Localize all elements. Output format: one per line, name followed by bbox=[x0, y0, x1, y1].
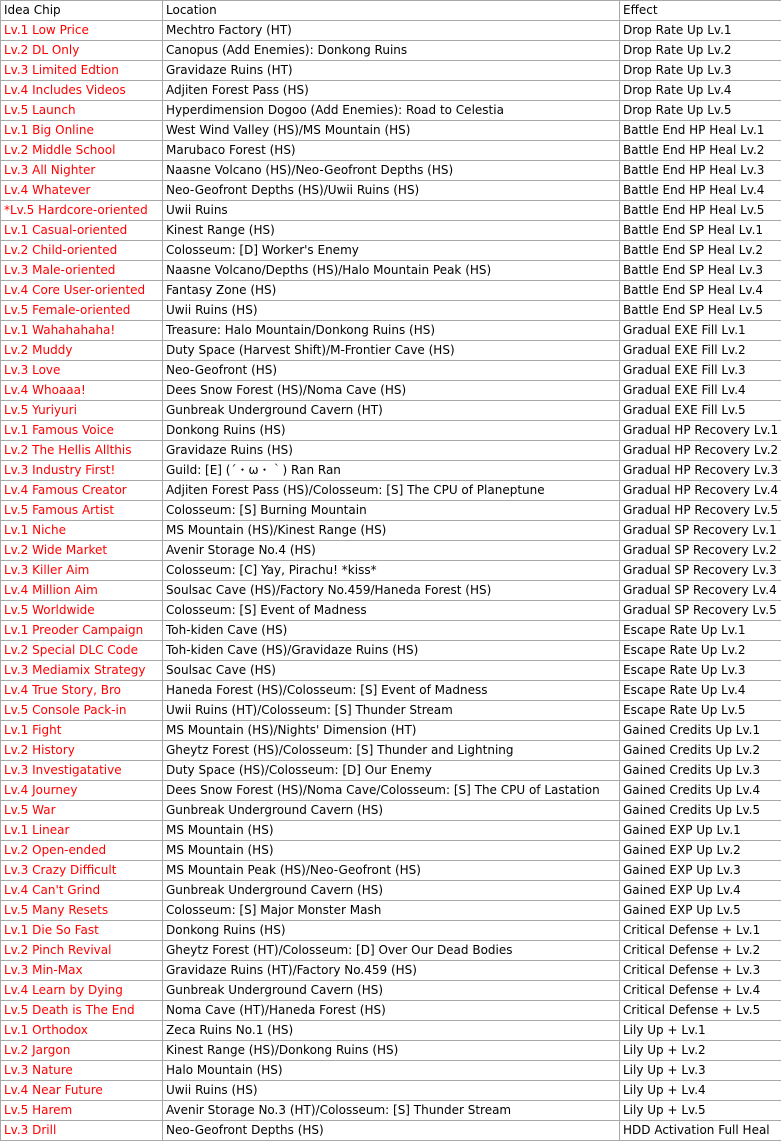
effect-cell: Battle End SP Heal Lv.5 bbox=[620, 301, 781, 321]
table-row bbox=[1, 481, 781, 501]
effect-cell: Gradual SP Recovery Lv.2 bbox=[620, 541, 781, 561]
idea-chip-cell: Lv.4 True Story, Bro bbox=[1, 681, 163, 701]
table-row bbox=[1, 1021, 781, 1041]
effect-cell: Gradual HP Recovery Lv.5 bbox=[620, 501, 781, 521]
effect-cell: Gained EXP Up Lv.5 bbox=[620, 901, 781, 921]
effect-cell: Gradual SP Recovery Lv.5 bbox=[620, 601, 781, 621]
idea-chip-cell: Lv.2 Middle School bbox=[1, 141, 163, 161]
table-row bbox=[1, 861, 781, 881]
idea-chip-cell: Lv.4 Learn by Dying bbox=[1, 981, 163, 1001]
location-cell: MS Mountain (HS) bbox=[163, 821, 620, 841]
location-cell: Colosseum: [D] Worker's Enemy bbox=[163, 241, 620, 261]
effect-cell: Battle End SP Heal Lv.4 bbox=[620, 281, 781, 301]
idea-chip-cell: Lv.1 Casual-oriented bbox=[1, 221, 163, 241]
idea-chip-cell: Lv.2 The Hellis Allthis bbox=[1, 441, 163, 461]
location-cell: Soulsac Cave (HS) bbox=[163, 661, 620, 681]
table-row bbox=[1, 241, 781, 261]
effect-cell: Gradual SP Recovery Lv.1 bbox=[620, 521, 781, 541]
idea-chip-cell: Lv.1 Linear bbox=[1, 821, 163, 841]
table-row bbox=[1, 1041, 781, 1061]
effect-cell: Gradual EXE Fill Lv.2 bbox=[620, 341, 781, 361]
location-cell: Uwii Ruins bbox=[163, 201, 620, 221]
location-cell: Hyperdimension Dogoo (Add Enemies): Road to Celestia bbox=[163, 101, 620, 121]
table-row bbox=[1, 221, 781, 241]
location-cell: Zeca Ruins No.1 (HS) bbox=[163, 1021, 620, 1041]
table-row bbox=[1, 721, 781, 741]
location-cell: Uwii Ruins (HS) bbox=[163, 1081, 620, 1101]
effect-cell: Battle End HP Heal Lv.3 bbox=[620, 161, 781, 181]
table-row bbox=[1, 141, 781, 161]
idea-chip-cell: Lv.3 Crazy Difficult bbox=[1, 861, 163, 881]
table-row bbox=[1, 921, 781, 941]
location-cell: Gravidaze Ruins (HS) bbox=[163, 441, 620, 461]
table-row bbox=[1, 281, 781, 301]
idea-chip-cell: Lv.1 Die So Fast bbox=[1, 921, 163, 941]
effect-cell: Gradual EXE Fill Lv.1 bbox=[620, 321, 781, 341]
location-cell: Haneda Forest (HS)/Colosseum: [S] Event of Madness bbox=[163, 681, 620, 701]
idea-chip-cell: Lv.3 Nature bbox=[1, 1061, 163, 1081]
effect-cell: Escape Rate Up Lv.4 bbox=[620, 681, 781, 701]
table-row bbox=[1, 201, 781, 221]
idea-chip-cell: Lv.2 DL Only bbox=[1, 41, 163, 61]
location-cell: Naasne Volcano (HS)/Neo-Geofront Depths (HS) bbox=[163, 161, 620, 181]
effect-cell: Critical Defense + Lv.4 bbox=[620, 981, 781, 1001]
location-cell: Avenir Storage No.3 (HT)/Colosseum: [S] Thunder Stream bbox=[163, 1101, 620, 1121]
table-row bbox=[1, 41, 781, 61]
idea-chip-cell: Lv.4 Famous Creator bbox=[1, 481, 163, 501]
table-row bbox=[1, 521, 781, 541]
location-cell: Kinest Range (HS)/Donkong Ruins (HS) bbox=[163, 1041, 620, 1061]
location-cell: MS Mountain Peak (HS)/Neo-Geofront (HS) bbox=[163, 861, 620, 881]
idea-chip-cell: Lv.3 Male-oriented bbox=[1, 261, 163, 281]
location-cell: Uwii Ruins (HT)/Colosseum: [S] Thunder Stream bbox=[163, 701, 620, 721]
table-row bbox=[1, 101, 781, 121]
table-row bbox=[1, 641, 781, 661]
effect-cell: HDD Activation Full Heal bbox=[620, 1121, 781, 1141]
effect-cell: Gradual HP Recovery Lv.4 bbox=[620, 481, 781, 501]
idea-chip-cell: Lv.3 Love bbox=[1, 361, 163, 381]
effect-cell: Critical Defense + Lv.2 bbox=[620, 941, 781, 961]
effect-cell: Critical Defense + Lv.1 bbox=[620, 921, 781, 941]
location-cell: Gunbreak Underground Cavern (HS) bbox=[163, 801, 620, 821]
idea-chip-cell: Lv.1 Niche bbox=[1, 521, 163, 541]
effect-cell: Gained EXP Up Lv.4 bbox=[620, 881, 781, 901]
table-body bbox=[1, 21, 781, 1141]
location-cell: Fantasy Zone (HS) bbox=[163, 281, 620, 301]
table-row bbox=[1, 601, 781, 621]
location-cell: MS Mountain (HS) bbox=[163, 841, 620, 861]
location-cell: Marubaco Forest (HS) bbox=[163, 141, 620, 161]
table-row bbox=[1, 21, 781, 41]
idea-chip-cell: Lv.1 Fight bbox=[1, 721, 163, 741]
effect-cell: Lily Up + Lv.3 bbox=[620, 1061, 781, 1081]
table-row bbox=[1, 961, 781, 981]
table-row bbox=[1, 361, 781, 381]
table-row bbox=[1, 561, 781, 581]
location-cell: Donkong Ruins (HS) bbox=[163, 421, 620, 441]
idea-chip-cell: Lv.3 All Nighter bbox=[1, 161, 163, 181]
idea-chip-cell: *Lv.5 Hardcore-oriented bbox=[1, 201, 163, 221]
effect-cell: Lily Up + Lv.2 bbox=[620, 1041, 781, 1061]
table-row bbox=[1, 1081, 781, 1101]
effect-cell: Escape Rate Up Lv.2 bbox=[620, 641, 781, 661]
location-cell: Toh-kiden Cave (HS)/Gravidaze Ruins (HS) bbox=[163, 641, 620, 661]
idea-chip-cell: Lv.5 Yuriyuri bbox=[1, 401, 163, 421]
table-row bbox=[1, 941, 781, 961]
table-row bbox=[1, 981, 781, 1001]
idea-chip-cell: Lv.5 Famous Artist bbox=[1, 501, 163, 521]
table-row bbox=[1, 501, 781, 521]
effect-cell: Battle End HP Heal Lv.5 bbox=[620, 201, 781, 221]
idea-chip-cell: Lv.5 War bbox=[1, 801, 163, 821]
effect-cell: Gradual HP Recovery Lv.3 bbox=[620, 461, 781, 481]
effect-cell: Escape Rate Up Lv.3 bbox=[620, 661, 781, 681]
idea-chip-cell: Lv.1 Low Price bbox=[1, 21, 163, 41]
idea-chip-cell: Lv.3 Min-Max bbox=[1, 961, 163, 981]
location-cell: Adjiten Forest Pass (HS) bbox=[163, 81, 620, 101]
table-row bbox=[1, 1121, 781, 1141]
location-cell: Dees Snow Forest (HS)/Noma Cave (HS) bbox=[163, 381, 620, 401]
idea-chip-cell: Lv.1 Famous Voice bbox=[1, 421, 163, 441]
effect-cell: Drop Rate Up Lv.3 bbox=[620, 61, 781, 81]
table-row bbox=[1, 1101, 781, 1121]
idea-chip-cell: Lv.1 Preoder Campaign bbox=[1, 621, 163, 641]
table-row bbox=[1, 181, 781, 201]
location-cell: Neo-Geofront (HS) bbox=[163, 361, 620, 381]
location-cell: Colosseum: [S] Major Monster Mash bbox=[163, 901, 620, 921]
effect-cell: Escape Rate Up Lv.1 bbox=[620, 621, 781, 641]
effect-cell: Gained Credits Up Lv.2 bbox=[620, 741, 781, 761]
effect-cell: Gained EXP Up Lv.3 bbox=[620, 861, 781, 881]
table-row bbox=[1, 441, 781, 461]
table-row bbox=[1, 1061, 781, 1081]
idea-chip-cell: Lv.5 Console Pack-in bbox=[1, 701, 163, 721]
table-row bbox=[1, 461, 781, 481]
location-cell: Colosseum: [S] Event of Madness bbox=[163, 601, 620, 621]
idea-chip-cell: Lv.3 Killer Aim bbox=[1, 561, 163, 581]
table-row bbox=[1, 881, 781, 901]
location-cell: Canopus (Add Enemies): Donkong Ruins bbox=[163, 41, 620, 61]
idea-chip-cell: Lv.4 Core User-oriented bbox=[1, 281, 163, 301]
idea-chip-cell: Lv.2 Special DLC Code bbox=[1, 641, 163, 661]
effect-cell: Gained Credits Up Lv.4 bbox=[620, 781, 781, 801]
idea-chip-cell: Lv.3 Mediamix Strategy bbox=[1, 661, 163, 681]
idea-chip-cell: Lv.5 Launch bbox=[1, 101, 163, 121]
table-row bbox=[1, 841, 781, 861]
effect-cell: Gained Credits Up Lv.5 bbox=[620, 801, 781, 821]
table-row bbox=[1, 541, 781, 561]
table-row bbox=[1, 401, 781, 421]
idea-chip-cell: Lv.1 Orthodox bbox=[1, 1021, 163, 1041]
location-cell: Treasure: Halo Mountain/Donkong Ruins (HS) bbox=[163, 321, 620, 341]
effect-cell: Drop Rate Up Lv.2 bbox=[620, 41, 781, 61]
table-row bbox=[1, 301, 781, 321]
column-header-effect: Effect bbox=[620, 1, 781, 21]
location-cell: Donkong Ruins (HS) bbox=[163, 921, 620, 941]
effect-cell: Battle End HP Heal Lv.1 bbox=[620, 121, 781, 141]
effect-cell: Escape Rate Up Lv.5 bbox=[620, 701, 781, 721]
idea-chip-cell: Lv.2 Wide Market bbox=[1, 541, 163, 561]
location-cell: Halo Mountain (HS) bbox=[163, 1061, 620, 1081]
effect-cell: Battle End SP Heal Lv.3 bbox=[620, 261, 781, 281]
location-cell: Dees Snow Forest (HS)/Noma Cave/Colosseum: [S] The CPU of Lastation bbox=[163, 781, 620, 801]
table-row bbox=[1, 121, 781, 141]
table-row bbox=[1, 901, 781, 921]
effect-cell: Drop Rate Up Lv.1 bbox=[620, 21, 781, 41]
location-cell: Duty Space (HS)/Colosseum: [D] Our Enemy bbox=[163, 761, 620, 781]
idea-chip-cell: Lv.3 Investigatative bbox=[1, 761, 163, 781]
idea-chip-cell: Lv.2 Pinch Revival bbox=[1, 941, 163, 961]
location-cell: Avenir Storage No.4 (HS) bbox=[163, 541, 620, 561]
location-cell: Gunbreak Underground Cavern (HT) bbox=[163, 401, 620, 421]
table-row bbox=[1, 1001, 781, 1021]
idea-chip-cell: Lv.2 History bbox=[1, 741, 163, 761]
idea-chip-cell: Lv.5 Worldwide bbox=[1, 601, 163, 621]
effect-cell: Gradual EXE Fill Lv.3 bbox=[620, 361, 781, 381]
table-row bbox=[1, 801, 781, 821]
location-cell: Gheytz Forest (HS)/Colosseum: [S] Thunder and Lightning bbox=[163, 741, 620, 761]
location-cell: Colosseum: [C] Yay, Pirachu! *kiss* bbox=[163, 561, 620, 581]
effect-cell: Gradual SP Recovery Lv.4 bbox=[620, 581, 781, 601]
table-row bbox=[1, 381, 781, 401]
effect-cell: Gained EXP Up Lv.2 bbox=[620, 841, 781, 861]
idea-chip-cell: Lv.4 Whatever bbox=[1, 181, 163, 201]
idea-chip-cell: Lv.3 Industry First! bbox=[1, 461, 163, 481]
idea-chip-cell: Lv.4 Journey bbox=[1, 781, 163, 801]
table-row bbox=[1, 581, 781, 601]
location-cell: Gheytz Forest (HT)/Colosseum: [D] Over Our Dead Bodies bbox=[163, 941, 620, 961]
effect-cell: Lily Up + Lv.1 bbox=[620, 1021, 781, 1041]
effect-cell: Gained Credits Up Lv.1 bbox=[620, 721, 781, 741]
header-row bbox=[1, 1, 781, 21]
idea-chip-cell: Lv.3 Limited Edtion bbox=[1, 61, 163, 81]
location-cell: Neo-Geofront Depths (HS)/Uwii Ruins (HS) bbox=[163, 181, 620, 201]
table-row bbox=[1, 821, 781, 841]
location-cell: Gunbreak Underground Cavern (HS) bbox=[163, 981, 620, 1001]
idea-chip-cell: Lv.5 Many Resets bbox=[1, 901, 163, 921]
column-header-location: Location bbox=[163, 1, 620, 21]
effect-cell: Gradual SP Recovery Lv.3 bbox=[620, 561, 781, 581]
effect-cell: Gained Credits Up Lv.3 bbox=[620, 761, 781, 781]
effect-cell: Battle End SP Heal Lv.2 bbox=[620, 241, 781, 261]
location-cell: Adjiten Forest Pass (HS)/Colosseum: [S] The CPU of Planeptune bbox=[163, 481, 620, 501]
table-row bbox=[1, 741, 781, 761]
table-row bbox=[1, 261, 781, 281]
idea-chip-cell: Lv.5 Death is The End bbox=[1, 1001, 163, 1021]
idea-chip-cell: Lv.2 Jargon bbox=[1, 1041, 163, 1061]
location-cell: Gravidaze Ruins (HT) bbox=[163, 61, 620, 81]
idea-chip-cell: Lv.5 Female-oriented bbox=[1, 301, 163, 321]
table-row bbox=[1, 161, 781, 181]
table-row bbox=[1, 681, 781, 701]
location-cell: Naasne Volcano/Depths (HS)/Halo Mountain Peak (HS) bbox=[163, 261, 620, 281]
effect-cell: Critical Defense + Lv.3 bbox=[620, 961, 781, 981]
effect-cell: Drop Rate Up Lv.5 bbox=[620, 101, 781, 121]
location-cell: Neo-Geofront Depths (HS) bbox=[163, 1121, 620, 1141]
table-row bbox=[1, 321, 781, 341]
idea-chip-cell: Lv.1 Big Online bbox=[1, 121, 163, 141]
location-cell: Guild: [E] (´・ω・｀) Ran Ran bbox=[163, 461, 620, 481]
location-cell: Gunbreak Underground Cavern (HS) bbox=[163, 881, 620, 901]
idea-chip-cell: Lv.4 Whoaaa! bbox=[1, 381, 163, 401]
effect-cell: Gradual EXE Fill Lv.4 bbox=[620, 381, 781, 401]
table-row bbox=[1, 761, 781, 781]
location-cell: Mechtro Factory (HT) bbox=[163, 21, 620, 41]
effect-cell: Battle End SP Heal Lv.1 bbox=[620, 221, 781, 241]
idea-chip-cell: Lv.5 Harem bbox=[1, 1101, 163, 1121]
table-row bbox=[1, 421, 781, 441]
table-row bbox=[1, 781, 781, 801]
location-cell: Uwii Ruins (HS) bbox=[163, 301, 620, 321]
table-row bbox=[1, 341, 781, 361]
table-row bbox=[1, 81, 781, 101]
column-header-idea-chip: Idea Chip bbox=[1, 1, 163, 21]
location-cell: Kinest Range (HS) bbox=[163, 221, 620, 241]
location-cell: Duty Space (Harvest Shift)/M-Frontier Cave (HS) bbox=[163, 341, 620, 361]
location-cell: Colosseum: [S] Burning Mountain bbox=[163, 501, 620, 521]
effect-cell: Gradual HP Recovery Lv.1 bbox=[620, 421, 781, 441]
idea-chip-cell: Lv.2 Muddy bbox=[1, 341, 163, 361]
idea-chip-cell: Lv.3 Drill bbox=[1, 1121, 163, 1141]
idea-chip-cell: Lv.4 Near Future bbox=[1, 1081, 163, 1101]
idea-chip-cell: Lv.4 Million Aim bbox=[1, 581, 163, 601]
effect-cell: Drop Rate Up Lv.4 bbox=[620, 81, 781, 101]
effect-cell: Lily Up + Lv.4 bbox=[620, 1081, 781, 1101]
table-row bbox=[1, 661, 781, 681]
idea-chip-cell: Lv.2 Child-oriented bbox=[1, 241, 163, 261]
effect-cell: Lily Up + Lv.5 bbox=[620, 1101, 781, 1121]
idea-chip-cell: Lv.2 Open-ended bbox=[1, 841, 163, 861]
effect-cell: Battle End HP Heal Lv.4 bbox=[620, 181, 781, 201]
location-cell: Noma Cave (HT)/Haneda Forest (HS) bbox=[163, 1001, 620, 1021]
location-cell: Gravidaze Ruins (HT)/Factory No.459 (HS) bbox=[163, 961, 620, 981]
table-row bbox=[1, 701, 781, 721]
table-row bbox=[1, 621, 781, 641]
idea-chip-cell: Lv.1 Wahahahaha! bbox=[1, 321, 163, 341]
location-cell: Toh-kiden Cave (HS) bbox=[163, 621, 620, 641]
location-cell: West Wind Valley (HS)/MS Mountain (HS) bbox=[163, 121, 620, 141]
effect-cell: Gained EXP Up Lv.1 bbox=[620, 821, 781, 841]
effect-cell: Gradual HP Recovery Lv.2 bbox=[620, 441, 781, 461]
location-cell: MS Mountain (HS)/Nights' Dimension (HT) bbox=[163, 721, 620, 741]
effect-cell: Gradual EXE Fill Lv.5 bbox=[620, 401, 781, 421]
idea-chip-cell: Lv.4 Can't Grind bbox=[1, 881, 163, 901]
effect-cell: Battle End HP Heal Lv.2 bbox=[620, 141, 781, 161]
location-cell: Soulsac Cave (HS)/Factory No.459/Haneda Forest (HS) bbox=[163, 581, 620, 601]
location-cell: MS Mountain (HS)/Kinest Range (HS) bbox=[163, 521, 620, 541]
idea-chip-cell: Lv.4 Includes Videos bbox=[1, 81, 163, 101]
effect-cell: Critical Defense + Lv.5 bbox=[620, 1001, 781, 1021]
table-row bbox=[1, 61, 781, 81]
